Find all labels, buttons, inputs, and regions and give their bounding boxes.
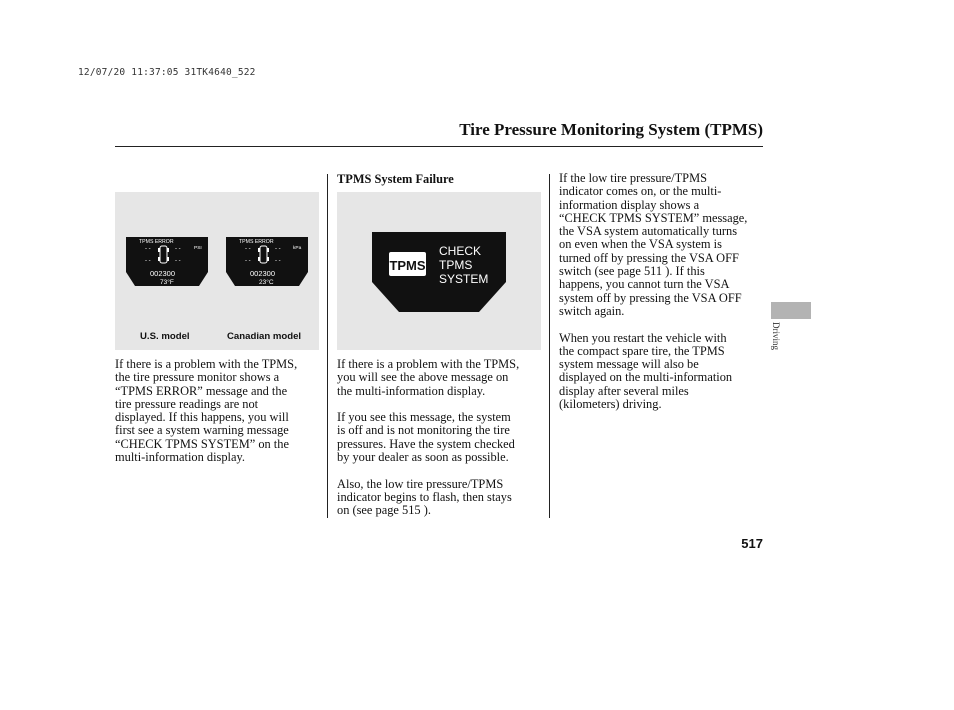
svg-text:- -: - - xyxy=(245,258,251,264)
svg-text:- -: - - xyxy=(275,258,281,264)
page-title: Tire Pressure Monitoring System (TPMS) xyxy=(459,120,763,139)
canadian-display-odometer: 002300 xyxy=(250,269,276,278)
section-tab-label: Driving xyxy=(771,322,781,350)
section-heading: TPMS System Failure xyxy=(337,172,454,186)
svg-text:- -: - - xyxy=(175,258,181,264)
canadian-display-label: TPMS ERROR xyxy=(239,239,274,245)
page-number: 517 xyxy=(741,536,763,551)
column-divider-1 xyxy=(327,174,328,518)
svg-text:- -: - - xyxy=(145,258,151,264)
canadian-display-temperature: 23°C xyxy=(259,279,274,286)
us-display-temperature: 73°F xyxy=(160,279,174,286)
column-1-text xyxy=(115,358,325,478)
message-line-2: TPMS xyxy=(439,258,473,272)
column-3-text xyxy=(559,172,765,425)
title-divider xyxy=(115,146,763,147)
paragraph: If there is a problem with the TPMS, you will see the above message on the multi-information display. xyxy=(337,357,520,398)
canadian-cluster-display xyxy=(226,237,308,286)
message-line-1: CHECK xyxy=(439,244,482,258)
paragraph: If the low tire pressure/TPMS indicator comes on, or the multi- information display shows a “CHECK TPMS SYSTEM” message, the VSA system automatically turns on even when the VSA system is turned off by pressing the VSA OFF switch (see page 511 ). If this happens, you cannot turn the VSA system off by pressing the VSA OFF switch again. xyxy=(559,171,748,318)
print-stamp: 12/07/20 11:37:05 31TK4640_522 xyxy=(78,67,256,78)
us-display-odometer: 002300 xyxy=(150,269,176,278)
mid-display-illustration xyxy=(337,192,541,350)
tpms-badge-text: TPMS xyxy=(389,258,426,273)
mid-display-figure xyxy=(337,192,541,350)
caption-canadian-model: Canadian model xyxy=(227,331,302,342)
paragraph: If there is a problem with the TPMS, the tire pressure monitor shows a “TPMS ERROR” message and the tire pressure readings are not displayed. If this happens, you will first see a system warning message “CHECK TPMS SYSTEM” on the multi-information display. xyxy=(115,357,298,465)
us-display-label: TPMS ERROR xyxy=(139,239,174,245)
cluster-display-figure xyxy=(115,192,319,350)
svg-text:- -: - - xyxy=(245,246,251,252)
svg-text:- -: - - xyxy=(175,246,181,252)
canadian-display-unit: kPa xyxy=(293,246,302,251)
section-thumb-tab xyxy=(771,302,811,319)
paragraph: If you see this message, the system is off and is not monitoring the tire pressures. Have the system checked by your dealer as soon as possible. xyxy=(337,410,515,465)
message-line-3: SYSTEM xyxy=(439,272,489,286)
svg-text:- -: - - xyxy=(275,246,281,252)
column-2-text xyxy=(337,358,547,531)
paragraph: When you restart the vehicle with the compact spare tire, the TPMS system message will also be displayed on the multi-information display after several miles (kilometers) driving. xyxy=(559,330,733,412)
column-divider-2 xyxy=(549,174,550,518)
us-display-unit: PSI xyxy=(194,246,202,251)
svg-text:- -: - - xyxy=(145,246,151,252)
caption-us-model: U.S. model xyxy=(140,331,190,342)
paragraph: Also, the low tire pressure/TPMS indicator begins to flash, then stays on (see page 515 ). xyxy=(337,476,512,518)
us-cluster-display xyxy=(126,237,208,286)
cluster-display-illustration xyxy=(115,192,319,350)
